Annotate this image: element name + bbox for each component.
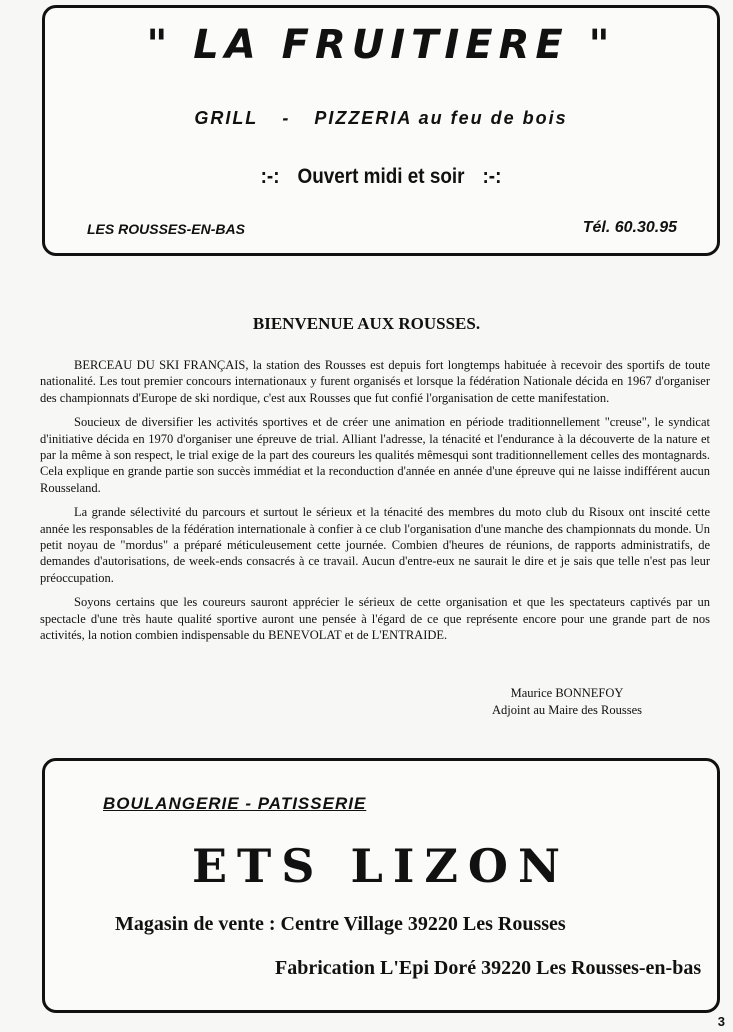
article-paragraph: Soucieux de diversifier les activités sportives et de créer une animation en période traditionnellement "creuse", le syndicat d'initiative décida en 1970 d'organiser une épreuve de trial. Alliant l'adresse, la ténacité et l'endurance à la découverte de la nature et par la même à son respect, le trial exige de la part des coureurs les qualités mêmesqui sont traditionnellement celles des montagnards. Cela explique en grande partie son succès immédiat et la reconduction d'année en année d'une épreuve qui ne laisse indifférent aucun Rousseland. — [40, 415, 710, 495]
restaurant-town: LES ROUSSES-EN-BAS — [87, 221, 245, 237]
bakery-category: BOULANGERIE - PATISSERIE — [103, 794, 367, 813]
pizzeria-label: PIZZERIA au feu de bois — [314, 108, 568, 128]
restaurant-services — [45, 108, 717, 129]
article-paragraph: BERCEAU DU SKI FRANÇAIS, la station des Rousses est depuis fort longtemps habituée à recevoir des sportifs de toute nationalité. Les tout premier concours internationaux y furent organisés et lorsque la fédération Nationale décida en 1967 d'organiser des championnats d'Europe de ski nordique, c'est aux Rousses que fut confié l'organisation de cette manifestation. — [40, 358, 710, 405]
page-number: 3 — [717, 1014, 725, 1029]
article-paragraph: La grande sélectivité du parcours et surtout le sérieux et la ténacité des membres du moto club du Risoux ont inscité cette année les responsables de la fédération internationale à confier à ce club l'organisation d'une manche des championnats du monde. Un petit noyau de "mordus" a préparé méticuleusement cette journée. Combien d'heures de réunions, de rapports administratifs, de demandes d'autorisations, de week-ends consacrés à ce travail. Aucun d'entre-eux ne saurait le dire et je sais que telle n'est pas leur préoccupation. — [40, 505, 710, 585]
ad-lizon — [42, 758, 720, 1013]
article-paragraph: Soyons certains que les coureurs sauront apprécier le sérieux de cette organisation et que les spectateurs captivés par un spectacle d'une très haute qualité sportive auront une pensée à l'égard de ce que représente encore pour une grande part de nos activités, la notion combien indispensable du BENEVOLAT et de L'ENTRAIDE. — [40, 595, 710, 643]
separator-left: :-: — [260, 165, 280, 188]
dash: - — [282, 108, 291, 128]
bakery-name: ETS LIZON — [191, 839, 571, 893]
ad-la-fruitiere — [42, 5, 720, 256]
article-heading: BIENVENUE AUX ROUSSES. — [252, 314, 481, 333]
signature-block — [0, 685, 674, 719]
signature-title: Adjoint au Maire des Rousses — [492, 703, 642, 717]
shop-address: Magasin de vente : Centre Village 39220 Les Rousses — [115, 913, 566, 935]
grill-label: GRILL — [194, 108, 259, 128]
restaurant-name: " LA FRUITIERE " — [146, 22, 616, 68]
signature-name: Maurice BONNEFOY — [510, 686, 624, 700]
article-body — [40, 357, 710, 652]
separator-right: :-: — [482, 165, 502, 188]
opening-hours — [79, 165, 684, 189]
hours-text: Ouvert midi et soir — [297, 165, 465, 188]
restaurant-phone: Tél. 60.30.95 — [582, 219, 677, 236]
bakery-address: Fabrication L'Epi Doré 39220 Les Rousses-en-bas — [275, 957, 702, 979]
